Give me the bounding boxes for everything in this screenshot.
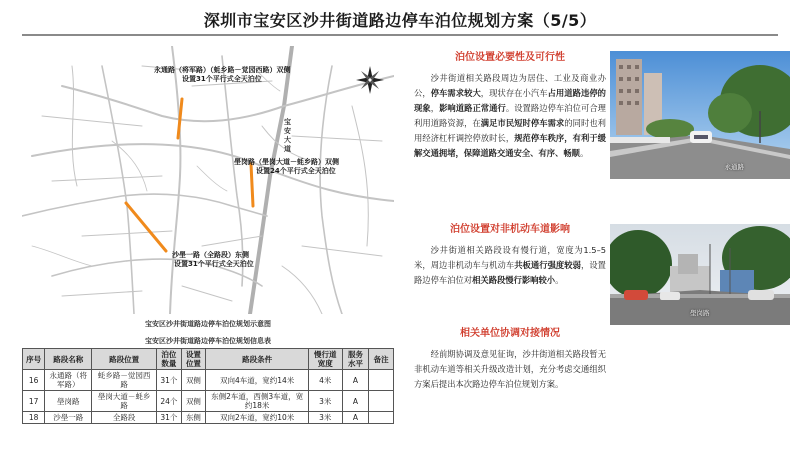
map-label-shaxue: 沙壆一路（全路段）东侧 设置31个平行式全天泊位 (172, 251, 254, 268)
th-road-name: 路段名称 (45, 349, 92, 370)
th-service-level: 服务水平 (342, 349, 369, 370)
th-index: 序号 (23, 349, 45, 370)
section-heading: 泊位设置必要性及可行性 (455, 52, 565, 63)
emphasis-text: 相关路段慢行影响较小 (472, 275, 556, 285)
th-count: 泊位数量 (157, 349, 182, 370)
table-header-row (23, 349, 394, 370)
planning-map (22, 46, 394, 314)
table-row: 17 壆岗路 壆岗大道－蚝乡路 24个 双侧 东侧2车道，西侧3车道，宽约18米 3米 A (23, 391, 394, 412)
road-name-baoan-avenue: 宝安大道 (284, 118, 291, 153)
emphasis-text: 共板通行强度较弱 (514, 260, 581, 270)
table-caption: 宝安区沙井街道路边停车泊位规划信息表 (145, 337, 271, 345)
body-text: 的同时也利用经济杠杆调控停放时长， (414, 118, 606, 143)
th-slow-lane: 慢行道宽度 (309, 349, 343, 370)
body-text: 。 (555, 275, 564, 285)
map-label-yongtong: 永通路（将军路）（蚝乡路－觉园西路）双侧 设置31个平行式全天泊位 (154, 66, 291, 83)
table-row: 18 沙壆一路 全路段 31个 东侧 双向2车道，宽约10米 3米 A (23, 412, 394, 424)
body-text: ，现状存在小汽车 (480, 88, 548, 98)
section-heading: 相关单位协调对接情况 (460, 328, 560, 339)
page-title: 深圳市宝安区沙井街道路边停车泊位规划方案（5/5） (203, 11, 597, 30)
section-nonmotor-impact (414, 220, 606, 288)
parking-info-table (22, 348, 394, 424)
body-text: 。 (579, 148, 589, 158)
emphasis-text: 停车需求较大 (430, 88, 481, 98)
th-remarks: 备注 (369, 349, 394, 370)
street-photo-yongtong (610, 51, 790, 179)
emphasis-text: 规范停车秩序，有利于缓解交通拥堵，保障道路交通安全、有序、畅顺 (414, 133, 606, 158)
emphasis-text: 影响道路正常通行 (439, 103, 506, 113)
body-text: ，设置路边停车泊位对 (414, 260, 606, 285)
street-photo-image (610, 51, 790, 179)
section-paragraph (414, 71, 606, 161)
body-text: 经前期协调及意见征询，沙井街道相关路段暂无非机动车道等相关升级改造计划，充分考虑交通组织方案后提出本次路边停车泊位规划方案。 (414, 349, 606, 389)
road-network-map (22, 46, 394, 314)
street-photo-xuegang (610, 224, 790, 325)
north-arrow-icon (356, 66, 384, 94)
emphasis-text: 满足市民短时停车需求 (480, 118, 565, 128)
section-necessity (414, 48, 606, 161)
th-side: 设置位置 (181, 349, 206, 370)
body-text: 。设置路边停车泊位可合理利用道路资源，在 (414, 103, 606, 128)
body-text: 沙井街道相关路段周边为居住、工业及商业办公， (414, 73, 606, 98)
section-paragraph (414, 347, 606, 392)
map-label-xuegang: 壆岗路（壆岗大道－蚝乡路）双侧 设置24个平行式全天泊位 (234, 158, 339, 175)
section-paragraph (414, 243, 606, 288)
section-heading: 泊位设置对非机动车道影响 (450, 224, 570, 235)
title-divider (22, 34, 778, 36)
photo-label: 壆岗路 (690, 309, 710, 317)
photo-label: 永通路 (724, 163, 744, 171)
th-condition: 路段条件 (206, 349, 309, 370)
th-location: 路段位置 (92, 349, 157, 370)
table-row: 16 永通路（将军路） 蚝乡路－觉园西路 31个 双侧 双向4车道，宽约14米 4米 A (23, 370, 394, 391)
section-coordination (414, 324, 606, 392)
parking-segment-shaxue (126, 203, 166, 251)
body-text: 沙井街道相关路段设有慢行道，宽度为1.5–5米，周边非机动车与机动车 (414, 245, 606, 270)
emphasis-text: 占用道路违停的现象 (414, 88, 606, 113)
body-text: ， (430, 103, 440, 113)
map-caption: 宝安区沙井街道路边停车泊位规划示意图 (145, 320, 271, 328)
